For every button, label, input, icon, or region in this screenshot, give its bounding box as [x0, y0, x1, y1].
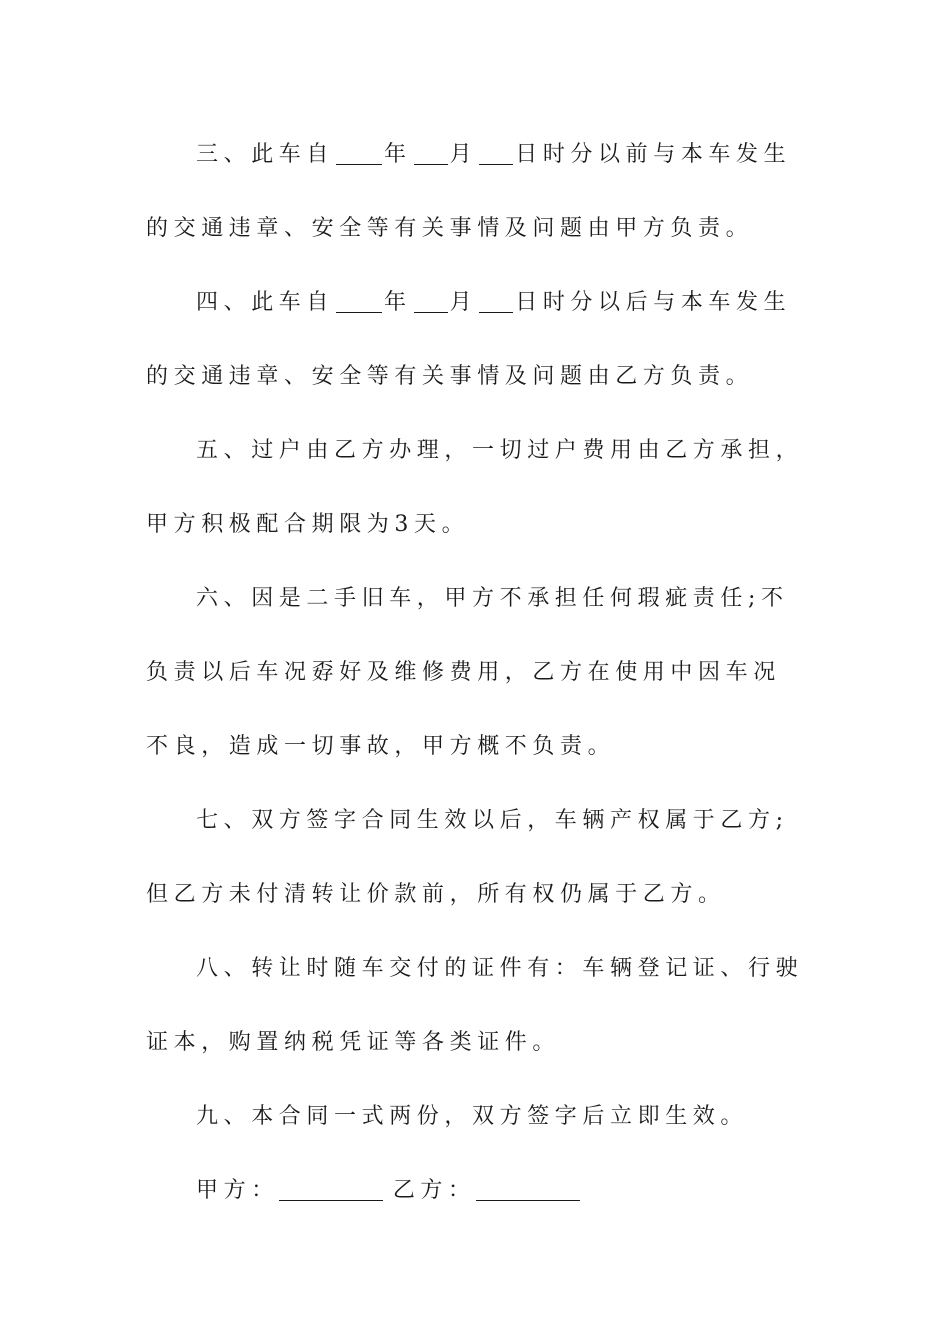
document-page	[146, 118, 806, 1228]
signature-row	[146, 1154, 806, 1228]
clause-4-rest: 日时分以后与本车发生的交通违章、安全等有关事情及问题由乙方负责。	[146, 290, 792, 389]
clause-5: 五、过户由乙方办理，一切过户费用由乙方承担，甲方积极配合期限为3天。	[146, 438, 804, 537]
clause-3-prefix: 三、此车自	[196, 142, 335, 167]
clause-3-month: 月	[449, 142, 478, 167]
clause-3-rest: 日时分以前与本车发生的交通违章、安全等有关事情及问题由甲方负责。	[146, 142, 792, 241]
day-blank	[479, 290, 513, 313]
clause-3-year: 年	[384, 142, 412, 167]
day-blank	[479, 142, 513, 165]
clause-9: 九、本合同一式两份，双方签字后立即生效。	[196, 1104, 749, 1129]
party-b-signature-line[interactable]	[476, 1178, 580, 1201]
party-a-label: 甲方：	[196, 1178, 279, 1203]
party-b-label: 乙方：	[392, 1178, 476, 1203]
year-blank	[336, 290, 382, 313]
month-blank	[414, 142, 448, 165]
clause-4-month: 月	[449, 290, 478, 315]
clause-4-year: 年	[384, 290, 412, 315]
month-blank	[414, 290, 448, 313]
clause-8: 八、转让时随车交付的证件有：车辆登记证、行驶证本，购置纳税凭证等各类证件。	[146, 956, 804, 1055]
clause-4	[146, 266, 806, 414]
clause-4-prefix: 四、此车自	[196, 290, 335, 315]
clause-7: 七、双方签字合同生效以后，车辆产权属于乙方;但乙方未付清转让价款前，所有权仍属于乙方。	[146, 808, 789, 907]
party-a-signature-line[interactable]	[279, 1178, 383, 1201]
clause-6: 六、因是二手旧车，甲方不承担任何瑕疵责任;不负责以后车况孬好及维修费用，乙方在使用中因车况不良，造成一切事故，甲方概不负责。	[146, 586, 789, 759]
clause-3	[146, 118, 806, 266]
year-blank	[336, 142, 382, 165]
